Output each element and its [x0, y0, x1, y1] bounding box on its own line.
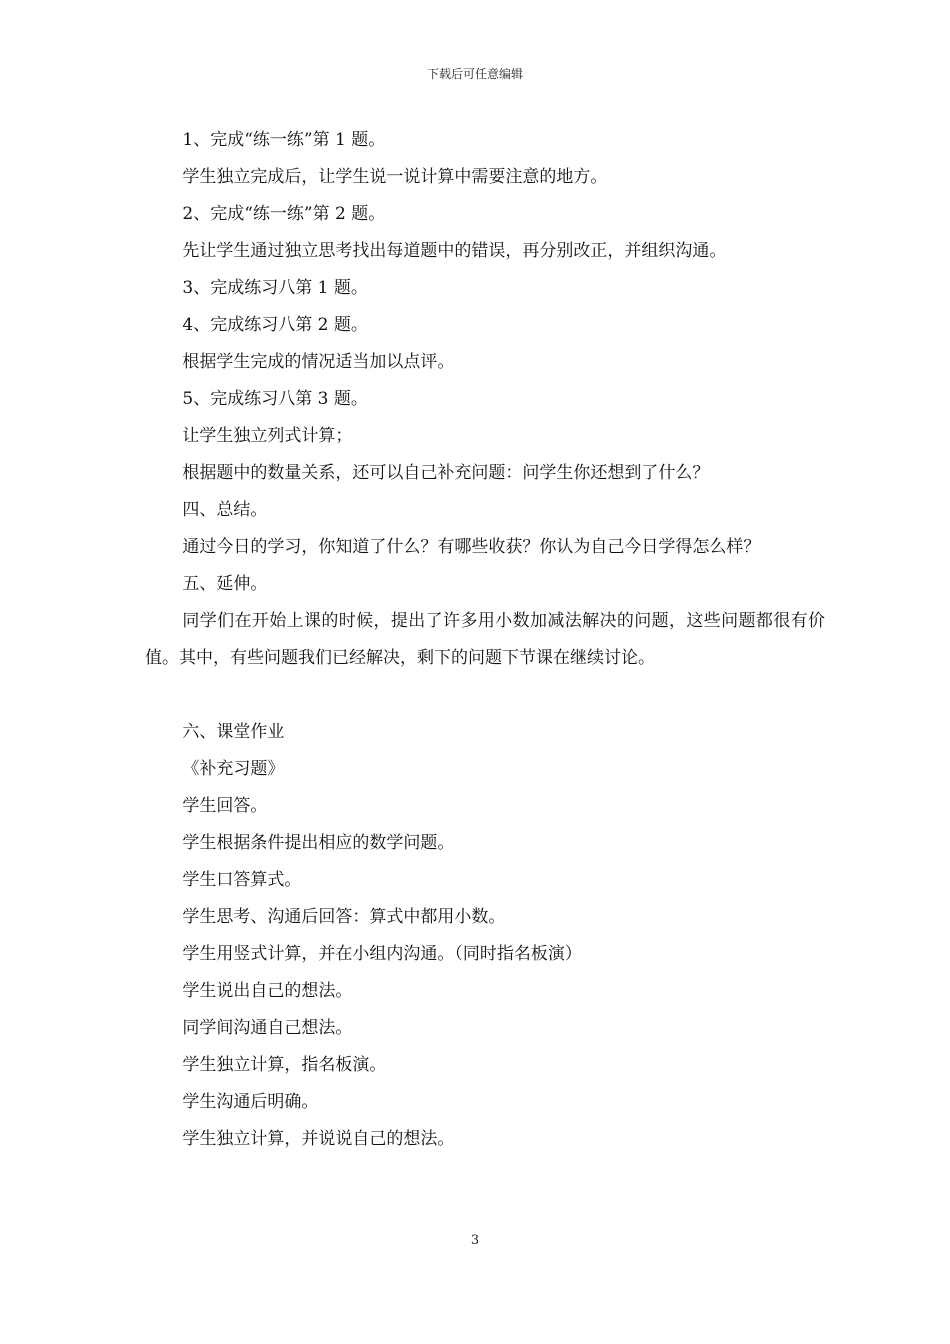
section-heading-extension: 五、延伸。	[182, 574, 268, 594]
paragraph: 学生独立计算，指名板演。	[182, 1055, 387, 1075]
page-header: 下载后可任意编辑	[426, 67, 523, 81]
paragraph: 学生根据条件提出相应的数学问题。	[182, 833, 455, 853]
paragraph: 学生沟通后明确。	[182, 1092, 319, 1112]
document-body	[145, 122, 825, 1158]
paragraph: 让学生独立列式计算；	[182, 426, 353, 446]
section-heading-homework: 六、课堂作业	[182, 722, 285, 742]
paragraph: 1、完成“练一练”第 1 题。	[182, 130, 386, 150]
paragraph: 根据题中的数量关系，还可以自己补充问题：问学生你还想到了什么？	[182, 463, 710, 483]
paragraph: 学生独立计算，并说说自己的想法。	[182, 1129, 455, 1149]
paragraph: 3、完成练习八第 1 题。	[182, 278, 368, 298]
paragraph: 根据学生完成的情况适当加以点评。	[182, 352, 455, 372]
paragraph: 学生思考、沟通后回答：算式中都用小数。	[182, 907, 506, 927]
paragraph: 学生口答算式。	[182, 870, 302, 890]
paragraph: 先让学生通过独立思考找出每道题中的错误，再分别改正，并组织沟通。	[182, 241, 727, 261]
paragraph: 同学间沟通自己想法。	[182, 1018, 353, 1038]
paragraph: 2、完成“练一练”第 2 题。	[182, 204, 386, 224]
paragraph: 学生独立完成后，让学生说一说计算中需要注意的地方。	[182, 167, 608, 187]
paragraph: 学生说出自己的想法。	[182, 981, 353, 1001]
paragraph: 同学们在开始上课的时候，提出了许多用小数加减法解决的问题，这些问题都很有价值。其中，有些问题我们已经解决，剩下的问题下节课在继续讨论。	[145, 611, 825, 668]
paragraph: 5、完成练习八第 3 题。	[182, 389, 368, 409]
paragraph: 通过今日的学习，你知道了什么？有哪些收获？你认为自己今日学得怎么样？	[182, 537, 761, 557]
paragraph: 《补充习题》	[182, 759, 285, 779]
paragraph: 学生回答。	[182, 796, 268, 816]
paragraph: 4、完成练习八第 2 题。	[182, 315, 368, 335]
page-number: 3	[470, 1233, 480, 1248]
paragraph: 学生用竖式计算，并在小组内沟通。（同时指名板演）	[182, 944, 582, 964]
section-heading-summary: 四、总结。	[182, 500, 268, 520]
paragraph-spacer	[145, 677, 825, 714]
